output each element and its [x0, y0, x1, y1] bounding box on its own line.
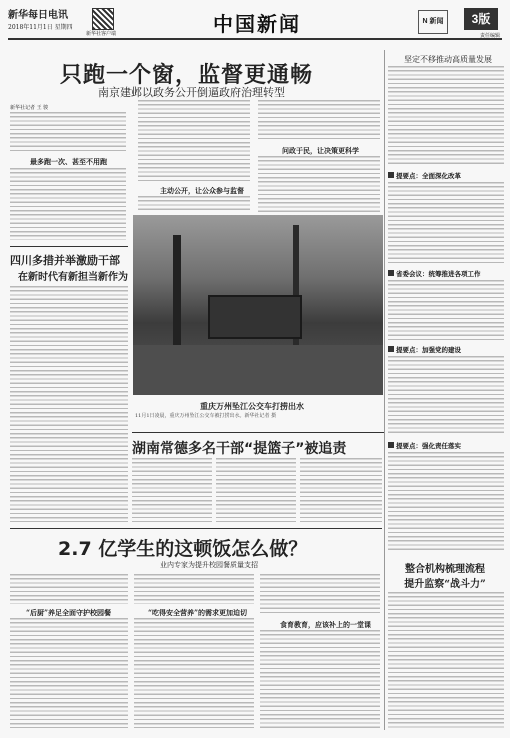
right-headline: 坚定不移推动高质量发展: [404, 55, 492, 64]
right-text-5: [388, 452, 504, 552]
left-story-title-1: 四川多措并举激励干部: [10, 254, 120, 267]
qr-code-icon: [92, 8, 114, 30]
right-text-4: [388, 356, 504, 436]
story3-subhead: 业内专家为提升校园餐质量支招: [160, 561, 258, 569]
editor-label: 责任编辑: [479, 33, 500, 39]
lead-text-col2b: [138, 196, 250, 212]
lead-byline: 新华社记者 王 骏: [10, 105, 49, 111]
divider: [10, 246, 128, 247]
lead-subheading-1: 最多跑一次、甚至不用跑: [30, 157, 107, 166]
section-title: 中国新闻: [213, 12, 301, 36]
divider: [10, 528, 382, 529]
lead-text-col1a: [10, 112, 126, 152]
story2-headline: 湖南常德多名干部“提篮子”被追责: [132, 441, 347, 457]
story3-text-col2b: [134, 618, 254, 728]
right-subheading-3: 提要点：加强党的建设: [396, 346, 461, 354]
right-box-line-1: 整合机构梳理流程: [405, 564, 485, 575]
right-text-6: [388, 592, 504, 728]
paper-name: 新华每日电讯: [8, 10, 68, 21]
story2-text-col3: [300, 458, 382, 522]
photo-title: 重庆万州坠江公交车打捞出水: [200, 401, 304, 411]
bus-shape: [208, 295, 302, 339]
right-subheading-1: 提要点：全面深化改革: [396, 172, 461, 180]
lead-text-col3b: [258, 156, 380, 212]
story3-text-col3b: [260, 630, 380, 728]
story3-subheading-3: 食育教育，应该补上的一堂课: [280, 620, 371, 629]
bullet-square-icon: [388, 270, 394, 276]
right-subheading-2: 省委会议：统筹推进各项工作: [396, 270, 481, 278]
masthead: [8, 6, 502, 40]
qr-caption: 新华社客户端: [86, 31, 117, 37]
story3-subheading-2: “吃得安全营养”的需求更加迫切: [148, 608, 248, 617]
page-number: 3版: [464, 8, 498, 30]
lead-text-col2a: [138, 100, 250, 182]
lead-subheading-2: 主动公开，让公众参与监督: [160, 186, 244, 195]
story3-text-col2a: [134, 574, 254, 604]
divider: [132, 432, 384, 433]
bullet-square-icon: [388, 172, 394, 178]
right-text-3: [388, 280, 504, 340]
bullet-square-icon: [388, 346, 394, 352]
lead-headline: 只跑一个窗，监督更通畅: [60, 63, 314, 88]
story2-text-col2: [216, 458, 296, 522]
story3-headline: 2.7 亿学生的这顿饭怎么做？: [58, 538, 308, 560]
right-subheading-4: 提要点：强化责任落实: [396, 442, 461, 450]
column-separator: [384, 50, 385, 730]
news-photo: [133, 215, 383, 395]
bullet-square-icon: [388, 442, 394, 448]
lead-text-col3a: [258, 100, 380, 140]
story3-text-col1b: [10, 618, 128, 728]
water-shape: [133, 345, 383, 395]
right-text-2: [388, 182, 504, 264]
lead-subhead: 南京建邺以政务公开倒逼政府治理转型: [98, 86, 285, 99]
photo-caption: 11月1日凌晨，重庆万州坠江公交车被打捞出水。新华社记者 摄: [135, 413, 277, 419]
story3-text-col1a: [10, 574, 128, 604]
section-logo: N 新闻: [418, 10, 448, 34]
story3-text-col3a: [260, 574, 380, 614]
left-story-title-2: 在新时代有新担当新作为: [18, 272, 128, 283]
lead-text-col1b: [10, 168, 126, 240]
paper-date: 2018年11月1日 星期四: [8, 24, 73, 31]
left-story-text: [10, 286, 128, 522]
lead-subheading-3: 问政于民，让决策更科学: [282, 146, 359, 155]
crane-shape: [173, 235, 181, 355]
story3-subheading-1: “后厨”养足全面守护校园餐: [26, 608, 112, 617]
right-text-1: [388, 66, 504, 166]
story2-text-col1: [132, 458, 212, 522]
right-box-line-2: 提升监察“战斗力”: [404, 579, 486, 590]
right-box-title: [386, 560, 504, 590]
